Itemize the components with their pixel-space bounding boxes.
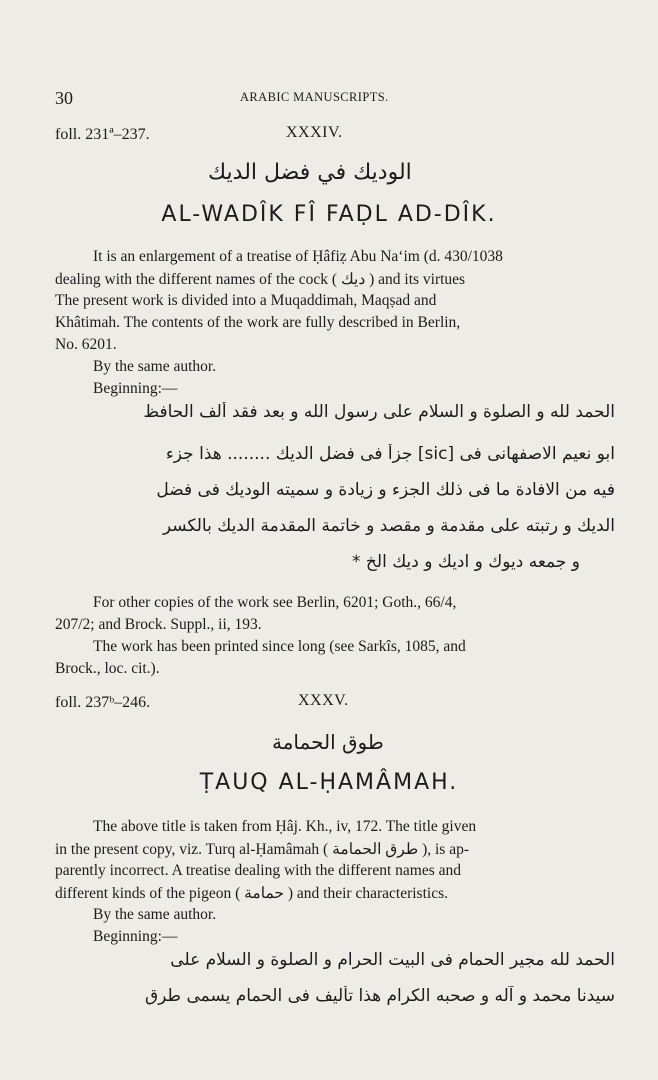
page-number: 30 [55,88,73,108]
entry1-note: For other copies of the work see Berlin, 6201; Goth., 66/4, [93,594,457,611]
entry1-line: Khâtimah. The contents of the work are fully described in Berlin, [55,314,461,331]
entry2-folios: foll. 237ᵇ–246. [55,694,151,711]
entry1-line: The present work is divided into a Muqaddimah, Maqṣad and [55,292,437,309]
entry1-arabic-beginning-line: الحمد لله و الصلوة و السلام على رسول الله و بعد فقد ألف الحافظ [143,402,615,422]
entry2-number: XXXV. [298,692,349,709]
entry2-title: ṬAUQ AL-ḤAMÂMAH. [199,770,459,795]
entry2-line: By the same author. [93,906,217,923]
entry1-line: By the same author. [93,358,217,375]
entry2-arabic-beginning-line: الحمد لله مجير الحمام فى البيت الحرام و الصلوة و السلام على [170,950,615,970]
entry1-number: XXXIV. [286,124,343,141]
entry1-line: Beginning:— [93,380,178,397]
entry1-line: No. 6201. [55,336,117,353]
entry1-folios: foll. 231ª–237. [55,126,150,143]
running-head: ARABIC MANUSCRIPTS. [240,90,389,104]
entry1-line: It is an enlargement of a treatise of Ḥâfiẓ Abu Na‘im (d. 430/1038 [93,248,503,265]
entry2-line: in the present copy, viz. Turq al-Ḥamâmah ( طرق الحمامة ), is ap- [55,841,469,858]
entry2-arabic-title: طوق الحمامة [272,730,384,754]
entry1-arabic-beginning-line: فيه من الافادة ما فى ذلك الجزء و زيادة و سميته الوديك فى فضل [156,480,615,500]
entry1-arabic-beginning-line: ابو نعيم الاصفهانى فى [sic] جزأً فى فضل الديك ........ هذا جزء [165,444,615,464]
entry2-arabic-beginning-line: سيدنا محمد و آله و صحبه الكرام هذا تأليف فى الحمام يسمى طرق [144,986,615,1006]
entry2-line: The above title is taken from Ḥâj. Kh., iv, 172. The title given [93,818,477,835]
entry1-arabic-beginning-line: الديك و رتبته على مقدمة و مقصد و خاتمة المقدمة الديك بالكسر [162,516,615,536]
entry1-note: The work has been printed since long (see Sarkîs, 1085, and [93,638,466,655]
entry2-line: different kinds of the pigeon ( حمامة ) and their characteristics. [55,885,448,902]
entry1-title: AL-WADÎK FÎ FAḌL AD-DÎK. [161,202,497,227]
entry1-arabic-title: الوديك في فضل الديك [208,160,412,185]
entry1-arabic-beginning-line: و جمعه ديوك و اديك و ديك الخ * [352,552,580,572]
entry2-line: Beginning:— [93,928,178,945]
entry1-line: dealing with the different names of the cock ( ديك ) and its virtues [55,271,466,288]
entry1-note: 207/2; and Brock. Suppl., ii, 193. [55,616,262,633]
entry1-note: Brock., loc. cit.). [55,660,160,677]
entry2-line: parently incorrect. A treatise dealing with the different names and [55,862,462,879]
